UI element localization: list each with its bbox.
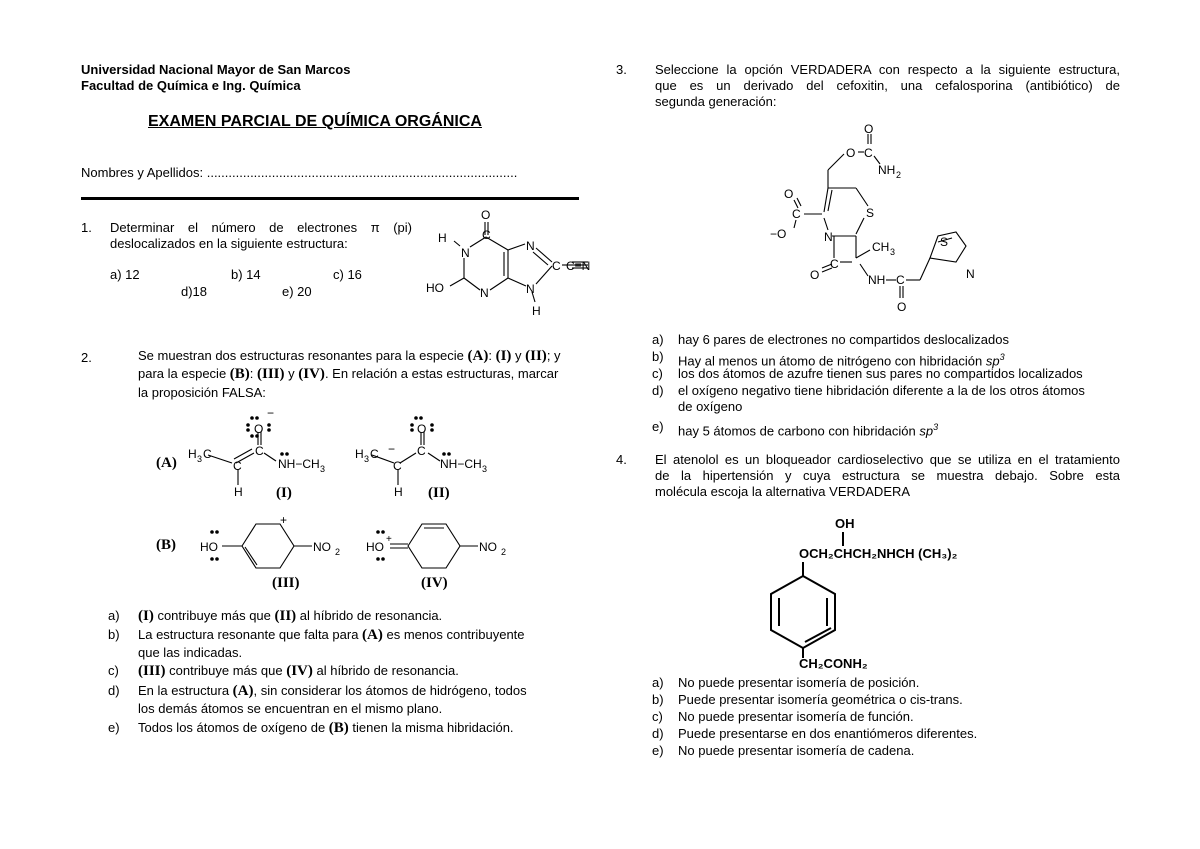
q3-line1: Seleccione la opción VERDADERA con respecto a la siguiente estructura, xyxy=(655,62,1120,77)
q3-atom-o4: O xyxy=(897,300,907,314)
q3-atom-s1: S xyxy=(866,206,875,220)
name-field[interactable]: Nombres y Apellidos: ...................................................................................... xyxy=(81,165,518,180)
q3-line2: que es un derivado del cefoxitin, una cefalosporina (antibiótico) de xyxy=(655,78,1120,93)
q1-atom-ho: HO xyxy=(426,281,444,295)
q2-label-iv: (IV) xyxy=(421,575,448,591)
q1-atom-h: H xyxy=(438,231,447,245)
q1-atom-n7: N xyxy=(526,239,535,253)
q2-i-nh: NH−CH xyxy=(278,457,320,471)
q4-chain: OCH₂CHCH₂NHCH (CH₃)₂ xyxy=(799,546,958,561)
q1-atom-cn: C≡N xyxy=(566,259,591,273)
q1-number: 1. xyxy=(81,220,92,235)
q4-atenolol-structure xyxy=(765,510,985,670)
q4-number: 4. xyxy=(616,452,627,467)
q3-atom-ominus: −O xyxy=(770,227,787,241)
q3-atom-n1: N xyxy=(824,230,833,244)
q2-iii-ho: HO xyxy=(200,540,218,554)
q4-amide: CH₂CONH₂ xyxy=(799,656,868,670)
q2-ii-h3c-c: C xyxy=(370,447,379,461)
q2-label-iii: (III) xyxy=(272,575,300,591)
q2-ii-nh-sub: 3 xyxy=(482,464,488,474)
q1-molecule-structure xyxy=(420,200,610,320)
q3-atom-nh2-sub: 2 xyxy=(896,170,902,180)
q2-iv-plus: + xyxy=(386,534,392,545)
q1-line1: Determinar el número de electrones π (pi) xyxy=(110,220,412,235)
q2-i-o: O xyxy=(254,422,264,436)
q2-structures-b xyxy=(190,510,520,580)
q2-ii-c1: C xyxy=(393,459,402,473)
q1-atom-c8: C xyxy=(552,259,561,273)
q3-atom-c1: C xyxy=(864,146,873,160)
q2-iv-no2-sub: 2 xyxy=(501,547,507,557)
q2-label-ii: (II) xyxy=(428,485,450,501)
q1-option-b[interactable]: b) 14 xyxy=(231,267,261,282)
exam-title: EXAMEN PARCIAL DE QUÍMICA ORGÁNICA xyxy=(148,113,482,130)
q3-atom-ch3-sub: 3 xyxy=(890,247,896,257)
q2-i-nh-sub: 3 xyxy=(320,464,326,474)
q1-atom-o: O xyxy=(481,208,491,222)
q3-molecule-structure xyxy=(760,118,990,318)
faculty-name: Facultad de Química e Ing. Química xyxy=(81,78,301,93)
q3-number: 3. xyxy=(616,62,627,77)
q1-option-e[interactable]: e) 20 xyxy=(282,284,312,299)
q2-ii-c2: C xyxy=(417,444,426,458)
q2-line1: Se muestran dos estructuras resonantes para la especie (A): (I) y (II); y xyxy=(138,348,561,364)
q2-iii-no2: NO xyxy=(313,540,331,554)
q2-label-b: (B) xyxy=(156,537,176,553)
q3-atom-o5: O xyxy=(784,187,794,201)
q1-line2: deslocalizados en la siguiente estructura: xyxy=(110,236,348,251)
q2-i-h: H xyxy=(234,485,243,499)
q3-atom-nh2: NH xyxy=(878,163,896,177)
q3-atom-o3: O xyxy=(810,268,820,282)
q2-i-minus: − xyxy=(267,406,275,420)
q3-atom-nh: NH xyxy=(868,273,886,287)
q1-atom-c: C xyxy=(482,228,491,242)
q2-ii-h3c: H xyxy=(355,447,364,461)
university-name: Universidad Nacional Mayor de San Marcos xyxy=(81,62,351,77)
q2-ii-minus: − xyxy=(388,442,396,456)
q2-line2: para la especie (B): (III) y (IV). En relación a estas estructuras, marcar xyxy=(138,366,559,382)
q4-line2: de la hipertensión y cuya estructura se muestra debajo. Sobre esta xyxy=(655,468,1120,483)
q1-atom-h9: H xyxy=(532,304,541,318)
q2-number: 2. xyxy=(81,350,92,365)
q3-atom-s2: S xyxy=(940,235,949,249)
q2-iii-plus: + xyxy=(280,513,288,527)
q2-ii-h3c-sub: 3 xyxy=(364,454,370,464)
q2-i-c1: C xyxy=(233,459,242,473)
q1-option-a[interactable]: a) 12 xyxy=(110,267,140,282)
q2-iv-ho: HO xyxy=(366,540,384,554)
q2-i-c2: C xyxy=(255,444,264,458)
q2-ii-h: H xyxy=(394,485,403,499)
q3-line3: segunda generación: xyxy=(655,94,777,109)
q1-option-c[interactable]: c) 16 xyxy=(333,267,362,282)
q2-line3: la proposición FALSA: xyxy=(138,385,266,400)
q4-atom-oh: OH xyxy=(835,516,855,531)
q2-i-h3c-c: C xyxy=(203,447,212,461)
q2-iv-no2: NO xyxy=(479,540,497,554)
q2-i-h3c-sub: 3 xyxy=(197,454,203,464)
q1-option-d[interactable]: d)18 xyxy=(181,284,208,299)
q2-ii-o: O xyxy=(417,422,427,436)
q3-atom-c2: C xyxy=(830,257,839,271)
q2-structures-a xyxy=(150,405,530,500)
q1-atom-n3: N xyxy=(480,286,489,300)
q3-atom-c4: C xyxy=(792,207,801,221)
q1-atom-n1: N xyxy=(461,246,470,260)
q3-atom-o2: O xyxy=(846,146,856,160)
q4-line1: El atenolol es un bloqueador cardioselectivo que se utiliza en el tratamiento xyxy=(655,452,1120,467)
q2-label-a: (A) xyxy=(156,455,177,471)
q3-atom-c3: C xyxy=(896,273,905,287)
q3-atom-ch3: CH xyxy=(872,240,890,254)
q2-ii-nh: NH−CH xyxy=(440,457,482,471)
q2-label-i: (I) xyxy=(276,485,292,501)
q2-iii-no2-sub: 2 xyxy=(335,547,341,557)
q3-atom-o1: O xyxy=(864,122,874,136)
q2-i-h3c: H xyxy=(188,447,197,461)
q1-atom-n9: N xyxy=(526,282,535,296)
q3-atom-n2: N xyxy=(966,267,975,281)
q4-line3: molécula escoja la alternativa VERDADERA xyxy=(655,484,911,499)
